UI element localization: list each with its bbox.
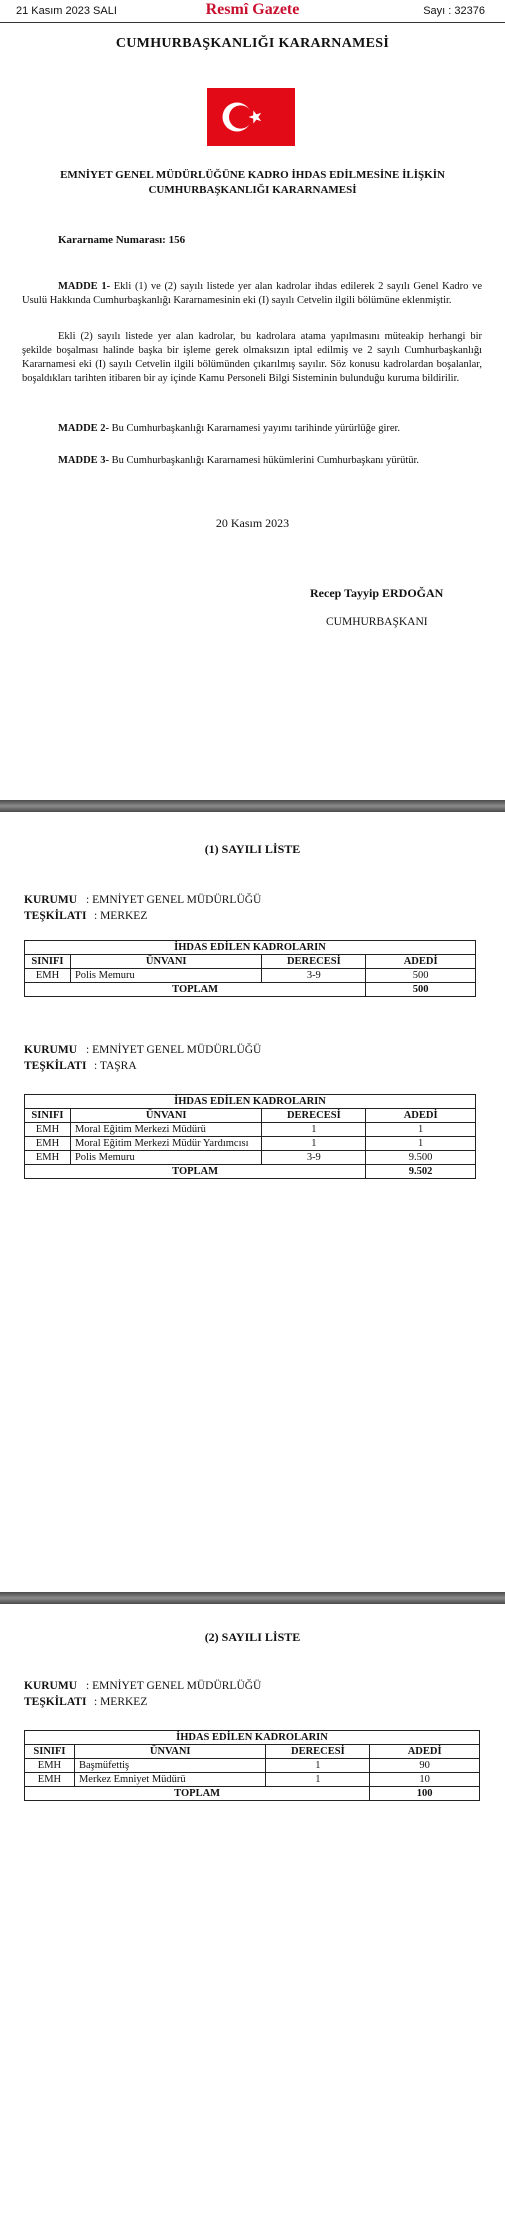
article-1-label: MADDE 1- — [58, 281, 111, 292]
total-value: 9.502 — [366, 1165, 476, 1179]
gazette-header — [0, 0, 505, 23]
table-row — [25, 1137, 476, 1151]
kurumu-label: KURUMU — [24, 1044, 78, 1056]
article-3-label: MADDE 3- — [58, 455, 110, 466]
cell-adedi: 1 — [366, 1137, 476, 1151]
cell-sinifi: EMH — [25, 1137, 71, 1151]
teskilati-value: : MERKEZ — [94, 910, 148, 922]
article-3 — [22, 454, 482, 468]
teskilati-label: TEŞKİLATI — [24, 910, 87, 922]
cell-unvani: Moral Eğitim Merkezi Müdürü — [70, 1123, 261, 1137]
total-label: TOPLAM — [25, 983, 366, 997]
table-caption: İHDAS EDİLEN KADROLARIN — [25, 1731, 480, 1745]
article-1-text: Ekli (1) ve (2) sayılı listede yer alan kadrolar ihdas edilerek 2 sayılı Genel Kadro ve Usulü Hakkında Cumhurbaşkanlığı Kararnamesinin eki (I) sayılı Cetvelin ilgili bölümüne eklenmiştir. — [22, 281, 482, 306]
signer-name: Recep Tayyip ERDOĞAN — [310, 586, 444, 600]
cell-unvani: Moral Eğitim Merkezi Müdür Yardımcısı — [70, 1137, 261, 1151]
cell-derecesi: 1 — [262, 1123, 366, 1137]
cell-sinifi: EMH — [25, 1759, 75, 1773]
decree-number: Kararname Numarası: 156 — [58, 234, 186, 246]
decree-date: 20 Kasım 2023 — [215, 516, 290, 530]
list-1-block-1-meta — [24, 892, 261, 924]
page-1 — [0, 0, 505, 800]
cell-derecesi: 1 — [262, 1137, 366, 1151]
list-2-title: (2) SAYILI LİSTE — [204, 1630, 301, 1644]
list-1-block-2-meta — [24, 1042, 261, 1074]
cell-derecesi: 1 — [266, 1773, 370, 1787]
cell-unvani: Polis Memuru — [70, 969, 261, 983]
signer-title: CUMHURBAŞKANI — [326, 616, 428, 628]
cell-derecesi: 3-9 — [262, 1151, 366, 1165]
table-caption: İHDAS EDİLEN KADROLARIN — [25, 1095, 476, 1109]
list-1-table-2 — [24, 1094, 476, 1179]
cell-sinifi: EMH — [25, 1773, 75, 1787]
kurumu-label: KURUMU — [24, 894, 78, 906]
table-row — [25, 1151, 476, 1165]
kurumu-value: : EMNİYET GENEL MÜDÜRLÜĞÜ — [86, 1044, 262, 1056]
table-row — [25, 1773, 480, 1787]
cell-unvani: Başmüfettiş — [74, 1759, 265, 1773]
header-date: 21 Kasım 2023 SALI — [16, 5, 117, 17]
article-3-text: Bu Cumhurbaşkanlığı Kararnamesi hükümlerini Cumhurbaşkanı yürütür. — [109, 455, 420, 466]
column-header-sinifi: SINIFI — [25, 1745, 75, 1759]
article-2-label: MADDE 2- — [58, 423, 110, 434]
total-label: TOPLAM — [25, 1165, 366, 1179]
article-1 — [22, 280, 482, 308]
column-header-sinifi: SINIFI — [25, 1109, 71, 1123]
page-separator — [0, 800, 505, 812]
table-row — [25, 1759, 480, 1773]
table-row — [25, 969, 476, 983]
teskilati-label: TEŞKİLATI — [24, 1696, 87, 1708]
kurumu-value: : EMNİYET GENEL MÜDÜRLÜĞÜ — [86, 1680, 262, 1692]
cell-sinifi: EMH — [25, 969, 71, 983]
header-gazette-name: Resmî Gazete — [205, 1, 300, 18]
kurumu-label: KURUMU — [24, 1680, 78, 1692]
cell-unvani: Polis Memuru — [70, 1151, 261, 1165]
page-title: CUMHURBAŞKANLIĞI KARARNAMESİ — [115, 36, 390, 51]
total-value: 100 — [370, 1787, 480, 1801]
column-header-derecesi: DERECESİ — [262, 1109, 366, 1123]
cell-adedi: 1 — [366, 1123, 476, 1137]
total-value: 500 — [366, 983, 476, 997]
cell-unvani: Merkez Emniyet Müdürü — [74, 1773, 265, 1787]
teskilati-value: : MERKEZ — [94, 1696, 148, 1708]
article-2-text: Bu Cumhurbaşkanlığı Kararnamesi yayımı tarihinde yürürlüğe girer. — [109, 423, 401, 434]
column-header-adedi: ADEDİ — [366, 955, 476, 969]
list-1-table-1 — [24, 940, 476, 997]
kurumu-value: : EMNİYET GENEL MÜDÜRLÜĞÜ — [86, 894, 262, 906]
column-header-unvani: ÜNVANI — [74, 1745, 265, 1759]
column-header-adedi: ADEDİ — [370, 1745, 480, 1759]
page-separator — [0, 1592, 505, 1604]
column-header-sinifi: SINIFI — [25, 955, 71, 969]
cell-adedi: 90 — [370, 1759, 480, 1773]
cell-adedi: 9.500 — [366, 1151, 476, 1165]
cell-sinifi: EMH — [25, 1151, 71, 1165]
page-2 — [0, 812, 505, 1592]
table-caption: İHDAS EDİLEN KADROLARIN — [25, 941, 476, 955]
page-3 — [0, 1604, 505, 2238]
article-1-paragraph-2: Ekli (2) sayılı listede yer alan kadrolar, bu kadrolara atama yapılmasını müteakip herhangi bir şekilde boşalması halinde başka bir işleme gerek olmaksızın iptal edilmiş ve 2 sayılı Cumhurbaşkanlığı Kararnamesi eki (I) sayılı Cetvelin ilgili bölümünden çıkarılmış sayılır. Söz konusu kadrolardan boşalanlar, boşaldıkları tarihten itibaren bir ay içinde Kamu Personeli Bilgi Sisteminin bulunduğu kuruma bildirilir. — [22, 331, 482, 384]
total-label: TOPLAM — [25, 1787, 370, 1801]
teskilati-label: TEŞKİLATI — [24, 1060, 87, 1072]
cell-derecesi: 3-9 — [262, 969, 366, 983]
column-header-derecesi: DERECESİ — [266, 1745, 370, 1759]
decree-subtitle: EMNİYET GENEL MÜDÜRLÜĞÜNE KADRO İHDAS EDİLMESİNE İLİŞKİN CUMHURBAŞKANLIĞI KARARNAMESİ — [60, 169, 445, 196]
article-2 — [22, 422, 482, 436]
cell-adedi: 10 — [370, 1773, 480, 1787]
column-header-derecesi: DERECESİ — [262, 955, 366, 969]
cell-derecesi: 1 — [266, 1759, 370, 1773]
column-header-unvani: ÜNVANI — [70, 1109, 261, 1123]
list-1-title: (1) SAYILI LİSTE — [204, 842, 301, 856]
column-header-adedi: ADEDİ — [366, 1109, 476, 1123]
turkish-flag-icon — [207, 88, 295, 146]
cell-sinifi: EMH — [25, 1123, 71, 1137]
table-row — [25, 1123, 476, 1137]
cell-adedi: 500 — [366, 969, 476, 983]
column-header-unvani: ÜNVANI — [70, 955, 261, 969]
list-2-table — [24, 1730, 480, 1801]
header-issue-number: Sayı : 32376 — [423, 5, 485, 17]
list-2-meta — [24, 1678, 261, 1710]
teskilati-value: : TAŞRA — [94, 1060, 137, 1072]
